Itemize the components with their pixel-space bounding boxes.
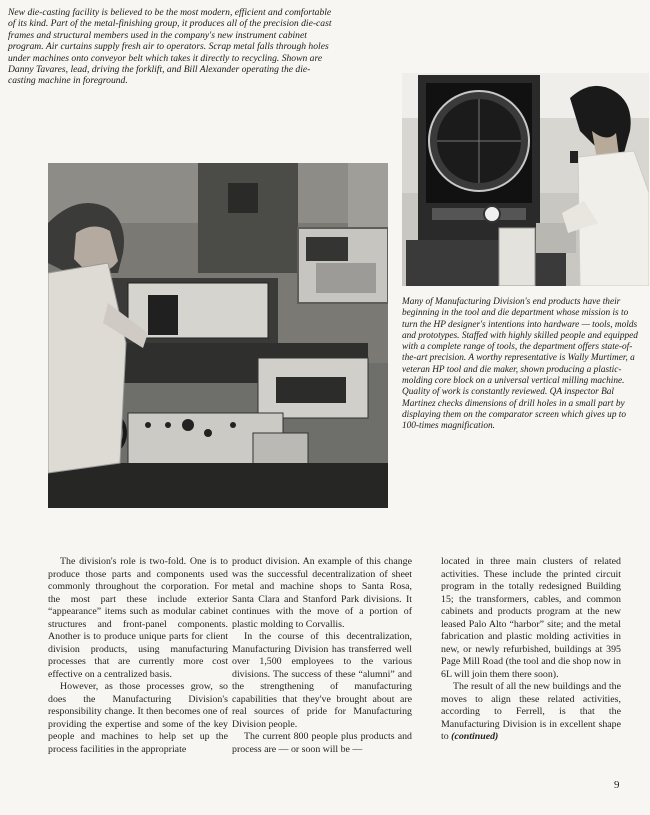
- top-photo-caption: New die-casting facility is believed to be the most modern, efficient and comfortable of its kind. Part of the metal-finishing group, it produces all of the precision die-cast frames and structural members used in the company's new instrument cabinet program. Air curtains supply fresh air to operators. Scrap metal falls through holes under machines onto conveyor belt which takes it directly to recycling. Shown are Danny Tavares, lead, driving the forklift, and Bill Alexander operating the die-casting machine in foreground.: [8, 7, 332, 87]
- right-photo-caption: Many of Manufacturing Division's end products have their beginning in the tool and die department whose mission is to turn the HP designer's intentions into hardware — tools, molds and prototypes. Staffed with highly skilled people and equipped with a complete range of tools, the department offers state-of-the-art precision. A worthy representative is Wally Murtimer, a veteran HP tool and die maker, shown producing a plastic-molding core block on a universal vertical milling machine. Quality of work is constantly reviewed. QA inspector Bal Martinez checks dimensions of drill holes in a small part by displaying them on the comparator screen which gives up to 100-times magnification.: [402, 297, 638, 432]
- paragraph: product division. An example of this change was the successful decentralization of sheet metal and machine shops to Santa Rosa, Santa Clara and Stanford Park divisions. It continues with the move of a portion of plastic molding to Corvallis.: [232, 556, 412, 630]
- paragraph: [441, 681, 621, 744]
- milling-machine-photo: [48, 163, 388, 508]
- article-column-2: [232, 556, 412, 756]
- paragraph: In the course of this decentralization, Manufacturing Division has transferred well over 1,500 employees to the various divisions. The success of these “alumni” and the strengthening of manufacturing capabilities that they've brought about are real sources of pride for Manufacturing Division people.: [232, 631, 412, 730]
- paragraph: The division's role is two-fold. One is to produce those parts and components used commonly throughout the corporation. For the most part these include exterior “appearance” items such as modular cabinet structures and front-panel components. Another is to produce unique parts for client division products, using manufacturing processes that are currently more cost effective on a centralized basis.: [48, 556, 228, 680]
- paragraph: However, as those processes grow, so does the Manufacturing Division's responsibility change. It then becomes one of providing the expertise and some of the key people and machines to help set up the process facilities in the appropriate: [48, 681, 228, 755]
- article-column-3: [441, 556, 621, 744]
- page-number: 9: [614, 779, 620, 791]
- article-column-1: [48, 556, 228, 756]
- continued-label: (continued): [451, 731, 499, 742]
- comparator-inspection-photo: [402, 73, 649, 286]
- paragraph: located in three main clusters of related activities. These include the printed circuit program in the totally redesigned Building 15; the transformers, cables, and common cabinets and products program at the new leased Palo Alto “harbor” site; and the metal fabrication and plastic molding activities in new, or newly refurbished, buildings at 395 Page Mill Road (the tool and die shop now in 6L will join them there soon).: [441, 556, 621, 680]
- paragraph: The current 800 people plus products and process are — or soon will be —: [232, 731, 412, 755]
- paragraph-text: The result of all the new buildings and the moves to align these related activities, according to Ferrell, is that the Manufacturing Division is in excellent shape to: [441, 681, 621, 742]
